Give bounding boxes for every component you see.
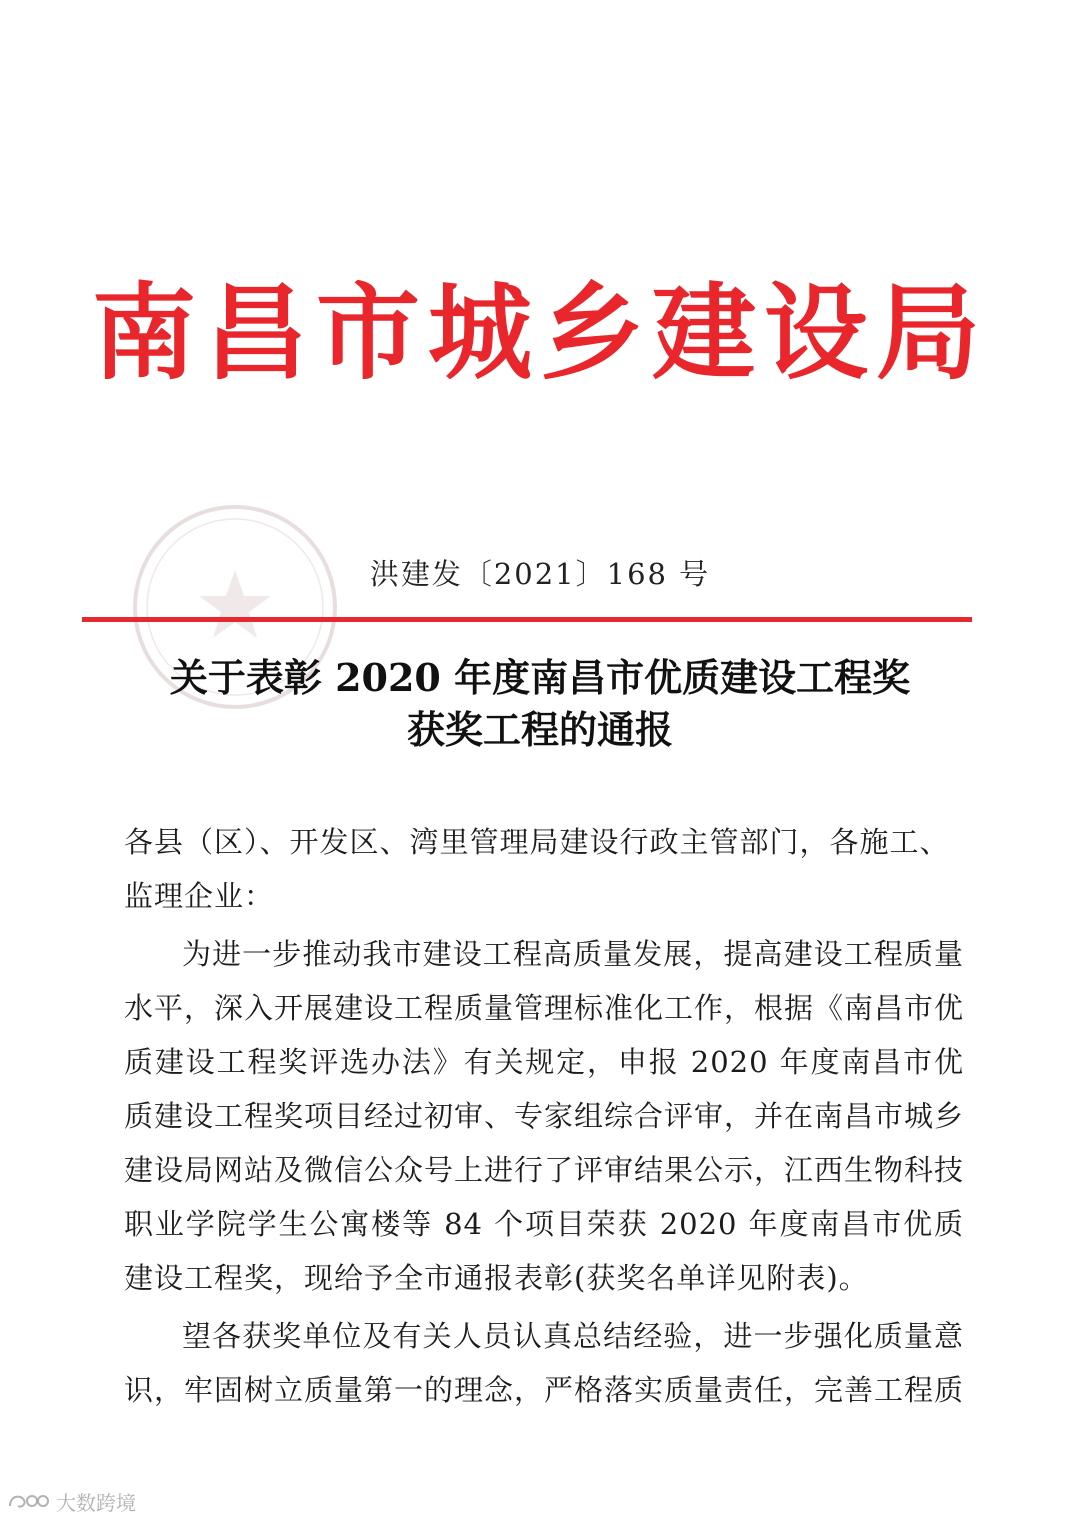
title-line-1: 关于表彰 2020 年度南昌市优质建设工程奖 <box>169 655 911 700</box>
red-divider <box>82 617 972 622</box>
watermark <box>6 1486 136 1516</box>
watermark-text: 大数跨境 <box>56 1490 136 1515</box>
document-title <box>90 652 990 756</box>
agency-header: 南昌市城乡建设局 <box>91 272 988 394</box>
salutation: 各县（区）、开发区、湾里管理局建设行政主管部门，各施工、监理企业： <box>124 825 950 913</box>
paragraph-1: 为进一步推动我市建设工程高质量发展，提高建设工程质量水平，深入开展建设工程质量管理标准化工作，根据《南昌市优质建设工程奖评选办法》有关规定，申报 2020 年度南昌市优质建设工程奖项目经过初审、专家组综合评审，并在南昌市城乡建设局网站及微信公众号上进行了评审结果公示，江西生物科技职业学院学生公寓楼等 84 个项目荣获 2020 年度南昌市优质建设工程奖，现给予全市通报表彰(获奖名单详见附表)。 <box>124 937 965 1295</box>
paragraph-2: 望各获奖单位及有关人员认真总结经验，进一步强化质量意识，牢固树立质量第一的理念，严格落实质量责任，完善工程质 <box>124 1319 965 1407</box>
logo-icon <box>6 1490 50 1512</box>
document-number: 洪建发〔2021〕168 号 <box>369 557 711 591</box>
title-line-2: 获奖工程的通报 <box>406 707 673 752</box>
